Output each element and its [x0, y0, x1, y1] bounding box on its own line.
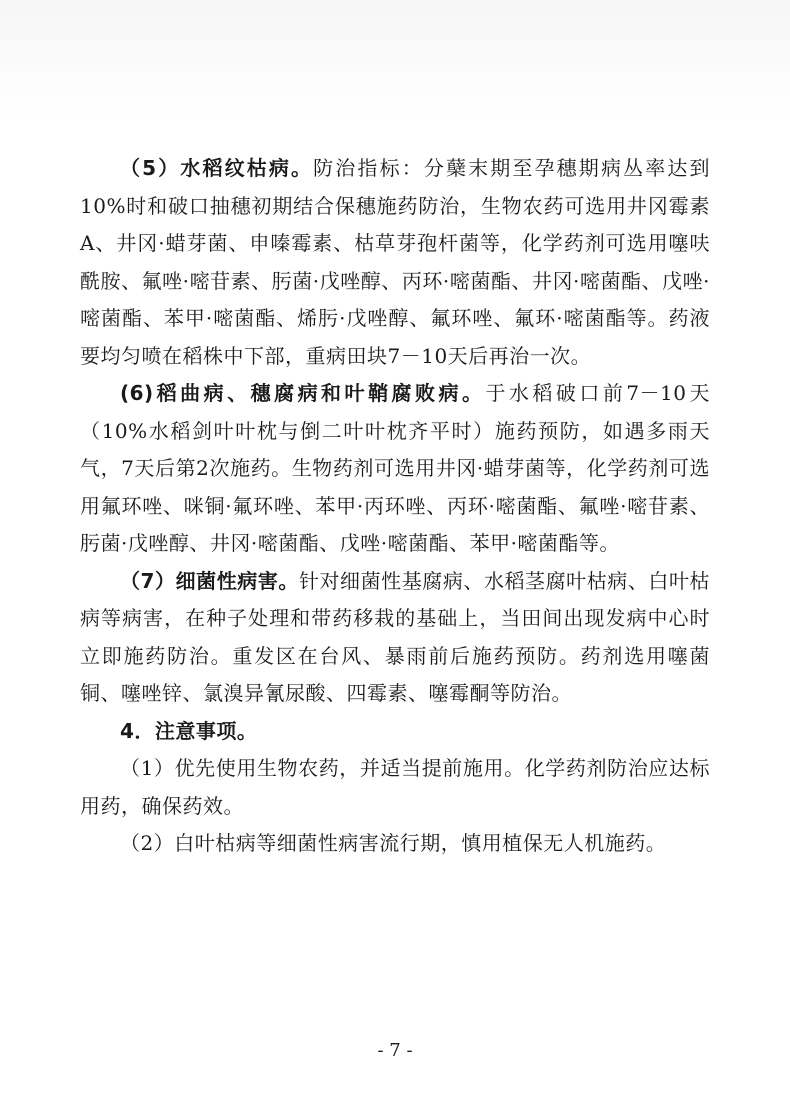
- page-number: - 7 -: [377, 1040, 413, 1061]
- section-heading: 4．注意事项。: [120, 718, 258, 743]
- paragraph-rice-sheath-blight: [80, 150, 710, 375]
- scan-shading: [0, 0, 790, 120]
- paragraph-precaution-1: [80, 750, 710, 825]
- document-body: [80, 150, 710, 863]
- paragraph-heading: （5）水稻纹枯病。: [120, 156, 314, 180]
- paragraph-false-smut: [80, 375, 710, 563]
- paragraph-text: 针对细菌性基腐病、水稻茎腐叶枯病、白叶枯病等病害，在种子处理和带药移栽的基础上，当田间出现发病中心时立即施药防治。重发区在台风、暴雨前后施药预防。药剂选用噻菌铜、噻唑锌、氯溴异氰尿酸、四霉素、噻霉酮等防治。: [80, 568, 711, 705]
- paragraph-precaution-2: [80, 825, 710, 863]
- paragraph-text: 于水稻破口前7－10天（10%水稻剑叶叶枕与倒二叶叶枕齐平时）施药预防，如遇多雨天气，7天后第2次施药。生物药剂可选用井冈·蜡芽菌等，化学药剂可选用氟环唑、咪铜·氟环唑、苯甲·丙环唑、丙环·嘧菌酯、氟唑·嘧苷素、肟菌·戊唑醇、井冈·嘧菌酯、戊唑·嘧菌酯、苯甲·嘧菌酯等。: [80, 381, 710, 555]
- paragraph-heading: (6)稻曲病、穗腐病和叶鞘腐败病。: [120, 381, 486, 405]
- paragraph-text: （1）优先使用生物农药，并适当提前施用。化学药剂防治应达标用药，确保药效。: [80, 756, 710, 818]
- paragraph-heading: （7）细菌性病害。: [120, 568, 299, 593]
- paragraph-bacterial-disease: [80, 563, 710, 713]
- paragraph-text: （2）白叶枯病等细菌性病害流行期，慎用植保无人机施药。: [120, 831, 667, 855]
- section-heading-precautions: [80, 713, 710, 751]
- paragraph-text: 防治指标：分蘖末期至孕穗期病丛率达到10%时和破口抽穗初期结合保穗施药防治，生物农药可选用井冈霉素A、井冈·蜡芽菌、申嗪霉素、枯草芽孢杆菌等，化学药剂可选用噻呋酰胺、氟唑·嘧苷素、肟菌·戊唑醇、丙环·嘧菌酯、井冈·嘧菌酯、戊唑·嘧菌酯、苯甲·嘧菌酯、烯肟·戊唑醇、氟环唑、氟环·嘧菌酯等。药液要均匀喷在稻株中下部，重病田块7－10天后再治一次。: [80, 156, 710, 368]
